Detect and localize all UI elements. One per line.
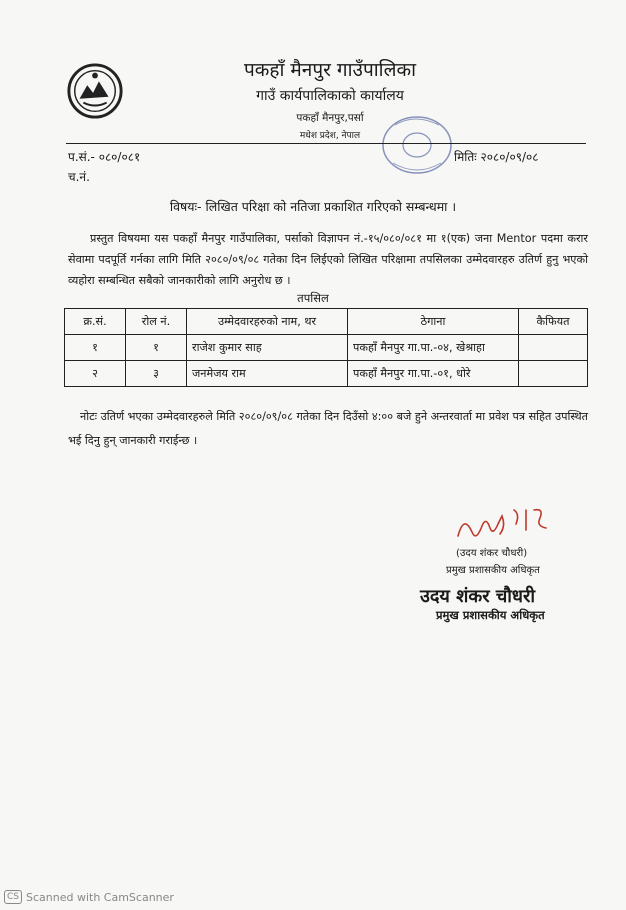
cell-address: पकहाँ मैनपुर गा.पा.-०१, धोरे	[348, 361, 519, 387]
handwritten-signature-icon	[450, 508, 590, 546]
col-header-remarks: कैफियत	[519, 309, 588, 335]
office-address: पकहाँ मैनपुर,पर्सा	[296, 112, 364, 124]
cell-name: राजेश कुमार साह	[187, 335, 348, 361]
letter-body: प्रस्तुत विषयमा यस पकहाँ मैनपुर गाउँपालिका, पर्साको विज्ञापन नं.-१५/०८०/०८१ मा १(एक) जना Mentor पदमा करार सेवामा पदपूर्ति गर्नका लागि मिति २०८०/०९/०८ गतेका दिन लिईएको लिखित परिक्षामा तपसिलका उम्मेदवारहरु उतिर्ण हुनु भएको व्यहोरा सम्बन्धित सबैको जानकारीको लागि अनुरोध छ ।	[68, 232, 588, 287]
signatory-title: प्रमुख प्रशासकीय अधिकृत	[446, 565, 540, 576]
table-row	[65, 361, 588, 387]
note-text: नोटः उतिर्ण भएका उम्मेदवारहरुले मिति २०८०/०९/०८ गतेका दिन दिउँसो ४:०० बजे हुने अन्तरवार्ता मा प्रवेश पत्र सहित उपस्थित भई दिनु हुन् जानकारी गराईन्छ ।	[68, 410, 588, 447]
office-province: मधेश प्रदेश, नेपाल	[299, 131, 361, 141]
office-name: गाउँ कार्यपालिकाको कार्यालय	[256, 88, 404, 104]
camscanner-logo-icon: CS	[4, 890, 22, 904]
signatory-name: (उदय शंकर चौधरी)	[456, 548, 528, 559]
cell-name: जनमेजय राम	[187, 361, 348, 387]
title-stamp: प्रमुख प्रशासकीय अधिकृत	[436, 608, 545, 622]
dispatch-number: च.नं.	[68, 170, 90, 184]
org-name: पकहाँ मैनपुर गाउँपालिका	[243, 59, 416, 81]
scanner-watermark	[4, 890, 174, 904]
col-header-roll: रोल नं.	[126, 309, 187, 335]
col-header-name: उम्मेदवारहरुको नाम, थर	[187, 309, 348, 335]
reference-number: प.सं.- ०८०/०८१	[68, 150, 141, 164]
cell-roll: १	[126, 335, 187, 361]
cell-remarks	[519, 335, 588, 361]
cell-serial: २	[65, 361, 126, 387]
cell-address: पकहाँ मैनपुर गा.पा.-०४, खेश्राहा	[348, 335, 519, 361]
table-caption: तपसिल	[297, 291, 329, 305]
cell-remarks	[519, 361, 588, 387]
letter-date: मितिः २०८०/०९/०८	[454, 150, 539, 164]
table-row	[65, 335, 588, 361]
header-divider	[66, 143, 586, 144]
office-stamp-icon	[375, 105, 465, 185]
watermark-text: Scanned with CamScanner	[26, 890, 174, 904]
table-header-row	[65, 309, 588, 335]
col-header-address: ठेगाना	[348, 309, 519, 335]
nepal-emblem-icon	[66, 62, 124, 120]
col-header-serial: क्र.सं.	[65, 309, 126, 335]
letter-subject: विषयः- लिखित परिक्षा को नतिजा प्रकाशित गरिएको सम्बन्धमा ।	[169, 199, 457, 214]
cell-serial: १	[65, 335, 126, 361]
results-table	[64, 308, 588, 387]
cell-roll: ३	[126, 361, 187, 387]
name-stamp: उदय शंकर चौधरी	[420, 586, 536, 607]
